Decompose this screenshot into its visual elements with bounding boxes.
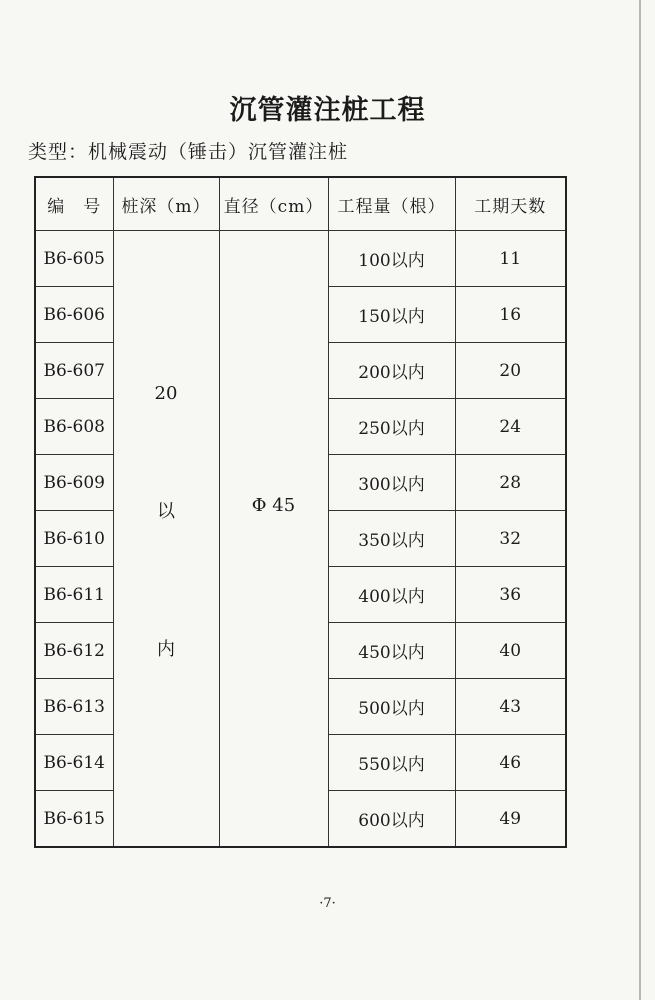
row-days: 11 bbox=[455, 231, 566, 287]
page-title: 沉管灌注桩工程 bbox=[229, 95, 426, 126]
row-quantity: 500以内 bbox=[328, 679, 455, 735]
row-quantity: 450以内 bbox=[328, 623, 455, 679]
row-code: B6-615 bbox=[35, 791, 113, 848]
row-days: 43 bbox=[455, 679, 566, 735]
header-code: 编 号 bbox=[35, 177, 113, 231]
pile-depth-value: 20 bbox=[154, 383, 178, 404]
row-quantity: 100以内 bbox=[328, 231, 455, 287]
diameter-value: Φ 45 bbox=[251, 495, 296, 516]
pile-depth-cell bbox=[113, 231, 219, 848]
table-row bbox=[35, 231, 566, 287]
row-quantity: 400以内 bbox=[328, 567, 455, 623]
row-days: 20 bbox=[455, 343, 566, 399]
table-header-row bbox=[35, 177, 566, 231]
row-code: B6-611 bbox=[35, 567, 113, 623]
row-quantity: 550以内 bbox=[328, 735, 455, 791]
header-days: 工期天数 bbox=[455, 177, 566, 231]
page-edge-line bbox=[639, 0, 641, 1000]
row-code: B6-605 bbox=[35, 231, 113, 287]
row-days: 36 bbox=[455, 567, 566, 623]
row-code: B6-612 bbox=[35, 623, 113, 679]
row-quantity: 600以内 bbox=[328, 791, 455, 848]
row-days: 46 bbox=[455, 735, 566, 791]
row-code: B6-606 bbox=[35, 287, 113, 343]
row-quantity: 300以内 bbox=[328, 455, 455, 511]
row-quantity: 200以内 bbox=[328, 343, 455, 399]
pile-depth-word-1: 以 bbox=[157, 501, 175, 522]
row-quantity: 250以内 bbox=[328, 399, 455, 455]
row-quantity: 150以内 bbox=[328, 287, 455, 343]
row-quantity: 350以内 bbox=[328, 511, 455, 567]
row-days: 16 bbox=[455, 287, 566, 343]
row-code: B6-614 bbox=[35, 735, 113, 791]
row-code: B6-609 bbox=[35, 455, 113, 511]
row-code: B6-607 bbox=[35, 343, 113, 399]
pile-depth-word-2: 内 bbox=[157, 639, 175, 660]
header-pile-depth: 桩深（m） bbox=[113, 177, 219, 231]
row-code: B6-613 bbox=[35, 679, 113, 735]
schedule-table bbox=[34, 176, 567, 848]
page-number: ·7· bbox=[319, 896, 336, 911]
diameter-cell bbox=[219, 231, 328, 848]
row-days: 32 bbox=[455, 511, 566, 567]
row-days: 49 bbox=[455, 791, 566, 848]
page-subtitle: 类型：机械震动（锤击）沉管灌注桩 bbox=[28, 141, 349, 163]
row-code: B6-608 bbox=[35, 399, 113, 455]
row-days: 40 bbox=[455, 623, 566, 679]
header-diameter: 直径（cm） bbox=[219, 177, 328, 231]
row-days: 28 bbox=[455, 455, 566, 511]
row-code: B6-610 bbox=[35, 511, 113, 567]
header-quantity: 工程量（根） bbox=[328, 177, 455, 231]
row-days: 24 bbox=[455, 399, 566, 455]
